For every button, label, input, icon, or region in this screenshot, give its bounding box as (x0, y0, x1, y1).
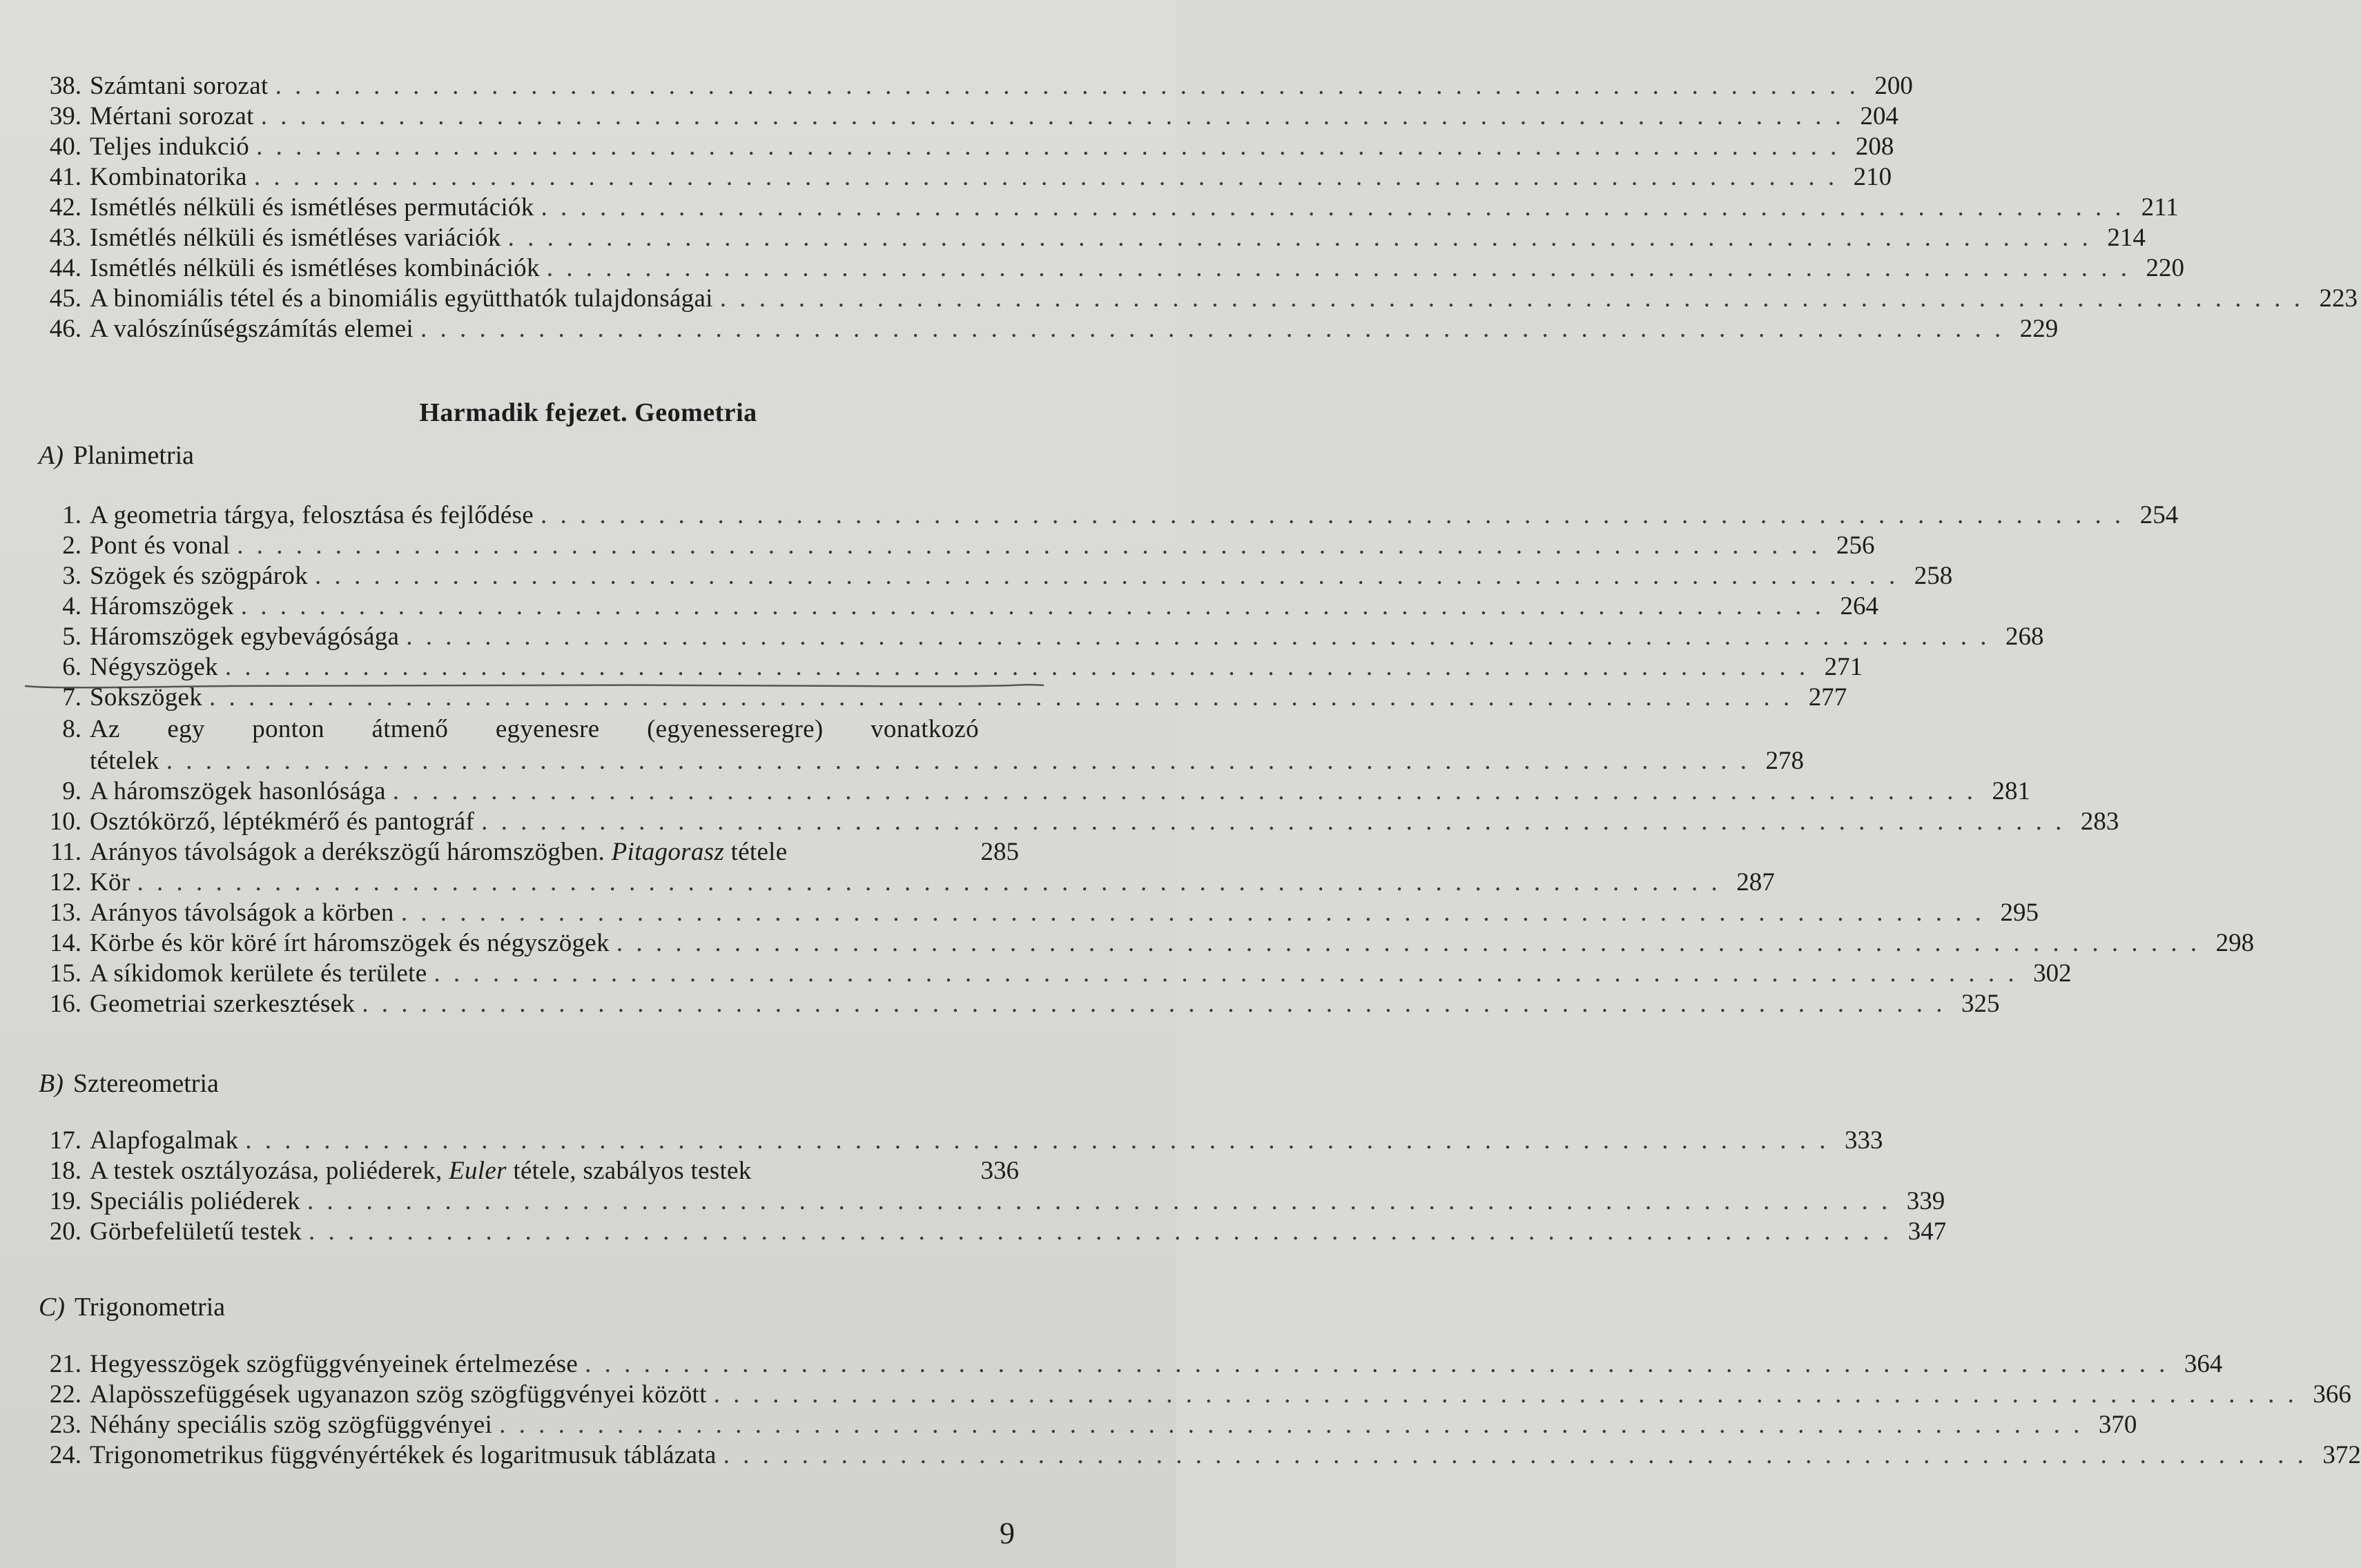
toc-entry (39, 1440, 2361, 1471)
title-word: átmenő (371, 715, 449, 743)
section-letter: A) (39, 441, 64, 470)
dot-leader: . . . . . . . . . . . . . . . . . . . . . . . . . . . . . . . . . . . . . . . . . . . . . . . . . . . . . . . . . . . . . . . . . . . . . . . . . . . . . . . . . (719, 284, 2304, 313)
entry-number: 11. (50, 838, 81, 866)
entry-page: 278 (1765, 747, 1804, 775)
entry-number: 18. (49, 1157, 81, 1185)
entry-title-line2: tételek (90, 747, 159, 775)
toc-entry (39, 530, 1875, 562)
dot-leader: . . . . . . . . . . . . . . . . . . . . . . . . . . . . . . . . . . . . . . . . . . . . . . . . . . . . . . . . . . . . . . . . . . . . . . . . . . . . . . . . . (315, 562, 1899, 590)
title-word: (egyenesseregre) (647, 715, 824, 743)
toc-entry (39, 867, 1775, 899)
entry-title: Szögek és szögpárok (90, 562, 309, 590)
entry-title: Háromszögek (90, 592, 234, 620)
entry-page: 264 (1840, 592, 1879, 620)
title-part: Arányos távolságok a derékszögű háromszögben. (90, 838, 612, 866)
toc-entry (39, 283, 2358, 315)
entry-page: 339 (1906, 1187, 1945, 1215)
entry-number: 20. (49, 1217, 81, 1246)
entry-title: Ismétlés nélküli és ismétléses variációk (90, 224, 501, 252)
title-word: egy (167, 715, 205, 743)
toc-entry (39, 836, 1019, 868)
entry-number: 24. (49, 1441, 81, 1469)
entry-number: 44. (49, 254, 81, 282)
toc-entry (39, 313, 2059, 345)
entry-page: 208 (1855, 133, 1894, 161)
entry-page: 325 (1961, 990, 2000, 1018)
entry-number: 45. (49, 284, 81, 313)
dot-leader: . . . . . . . . . . . . . . . . . . . . . . . . . . . . . . . . . . . . . . . . . . . . . . . . . . . . . . . . . . . . . . . . . . . . . . . . . . . . . . . . . (406, 623, 1990, 651)
entry-page: 372 (2322, 1441, 2361, 1469)
dot-leader: . . . . . . . . . . . . . . . . . . . . . . . . . . . . . . . . . . . . . . . . . . . . . . . . . . . . . . . . . . . . . . . . . . . . . . . . . . . . . . . . . (309, 1217, 1893, 1246)
dot-leader: . . . . . . . . . . . . . . . . . . . . . . . . . . . . . . . . . . . . . . . . . . . . . . . . . . . . . . . . . . . . . . . . . . . . . . . . . . . . . . . . . (237, 531, 1821, 560)
entry-title-line1 (90, 714, 979, 745)
entry-page: 200 (1874, 72, 1913, 100)
entry-number: 17. (49, 1126, 81, 1155)
dot-leader: . . . . . . . . . . . . . . . . . . . . . . . . . . . . . . . . . . . . . . . . . . . . . . . . . . . . . . . . . . . . . . . . . . . . . . . . . . . . . . . . . (256, 133, 1840, 161)
toc-entry (39, 560, 1953, 592)
entry-title: Háromszögek egybevágósága (90, 623, 400, 651)
toc-entry (39, 651, 1863, 683)
entry-title: A binomiális tétel és a binomiális együtthatók tulajdonságai (90, 284, 713, 313)
title-italic-name: Euler (449, 1157, 507, 1185)
toc-entry (39, 928, 2255, 959)
entry-page: 220 (2146, 254, 2185, 282)
toc-entry (39, 1349, 2223, 1380)
entry-page: 277 (1808, 683, 1847, 712)
toc-entry (39, 1379, 2351, 1411)
dot-leader: . . . . . . . . . . . . . . . . . . . . . . . . . . . . . . . . . . . . . . . . . . . . . . . . . . . . . . . . . . . . . . . . . . . . . . . . . . . . . . . . . (481, 807, 2066, 836)
dot-leader: . . . . . . . . . . . . . . . . . . . . . . . . . . . . . . . . . . . . . . . . . . . . . . . . . . . . . . . . . . . . . . . . . . . . . . . . . . . . . . . . . (362, 990, 1946, 1018)
dot-leader: . . . . . . . . . . . . . . . . . . . . . . . . . . . . . . . . . . . . . . . . . . . . . . . . . . . . . . . . . . . . . . . . . . . . . . . . . . . . . . . . . (585, 1350, 2169, 1378)
toc-entry (39, 1216, 1947, 1248)
entry-page: 285 (980, 838, 1019, 866)
entry-number: 16. (49, 990, 81, 1018)
entry-title (90, 836, 787, 868)
dot-leader: . . . . . . . . . . . . . . . . . . . . . . . . . . . . . . . . . . . . . . . . . . . . . . . . . . . . . . . . . . . . . . . . . . . . . . . . . . . . . . . . . (137, 868, 1721, 896)
title-italic-name: Pitagorasz (611, 838, 725, 866)
entry-title: Hegyesszögek szögfüggvényeinek értelmezése (90, 1350, 579, 1378)
entry-number: 43. (49, 224, 81, 252)
entry-page: 333 (1845, 1126, 1883, 1155)
entry-title (90, 1155, 752, 1187)
toc-entry (39, 500, 2179, 531)
section-name: Sztereometria (72, 1069, 219, 1098)
title-word: ponton (252, 715, 324, 743)
entry-page: 258 (1914, 562, 1953, 590)
toc-entry (39, 161, 1892, 193)
toc-entry (39, 897, 2039, 929)
entry-page: 364 (2184, 1350, 2223, 1378)
dot-leader: . . . . . . . . . . . . . . . . . . . . . . . . . . . . . . . . . . . . . . . . . . . . . . . . . . . . . . . . . . . . . . . . . . . . . . . . . . . . . . . . . (209, 683, 1794, 712)
dot-leader: . . . . . . . . . . . . . . . . . . . . . . . . . . . . . . . . . . . . . . . . . . . . . . . . . . . . . . . . . . . . . . . . . . . . . . . . . . . . . . . . . (616, 929, 2201, 957)
entry-number: 22. (49, 1380, 81, 1409)
toc-entry (39, 222, 2146, 254)
entry-page: 223 (2319, 284, 2358, 313)
toc-entry (39, 101, 1898, 133)
toc-entry (39, 806, 2119, 838)
entry-number: 2. (62, 531, 81, 560)
entry-page: 204 (1860, 102, 1898, 130)
toc-entry (39, 70, 1913, 102)
toc-entry (39, 958, 2072, 990)
entry-title: Osztókörző, léptékmérő és pantográf (90, 807, 475, 836)
entry-page: 283 (2080, 807, 2119, 836)
entry-number: 10. (49, 807, 81, 836)
toc-entry (39, 988, 2000, 1020)
toc-entry (39, 682, 1847, 714)
dot-leader: . . . . . . . . . . . . . . . . . . . . . . . . . . . . . . . . . . . . . . . . . . . . . . . . . . . . . . . . . . . . . . . . . . . . . . . . . . . . . . . . . (499, 1411, 2083, 1439)
section-heading-trigonometria (39, 1292, 225, 1322)
entry-title: Ismétlés nélküli és ismétléses kombinációk (90, 254, 540, 282)
entry-page: 295 (2000, 899, 2039, 927)
entry-page: 298 (2215, 929, 2255, 957)
entry-title: Kör (90, 868, 130, 896)
entry-number: 9. (62, 777, 81, 805)
dot-leader: . . . . . . . . . . . . . . . . . . . . . . . . . . . . . . . . . . . . . . . . . . . . . . . . . . . . . . . . . . . . . . . . . . . . . . . . . . . . . . . . . (275, 72, 1859, 100)
page-number: 9 (1000, 1516, 1015, 1550)
entry-number: 46. (49, 315, 81, 343)
toc-entry (39, 131, 1894, 163)
title-word: vonatkozó (871, 715, 979, 743)
dot-leader: . . . . . . . . . . . . . . . . . . . . . . . . . . . . . . . . . . . . . . . . . . . . . . . . . . . . . . . . . . . . . . . . . . . . . . . . . . . . . . . . . (260, 102, 1845, 130)
toc-entry (39, 776, 2031, 807)
entry-number: 40. (49, 133, 81, 161)
entry-title: Görbefelületű testek (90, 1217, 302, 1246)
dot-leader: . . . . . . . . . . . . . . . . . . . . . . . . . . . . . . . . . . . . . . . . . . . . . . . . . . . . . . . . . . . . . . . . . . . . . . . . . . . . . . . . . (434, 959, 2018, 988)
entry-title: Trigonometrikus függvényértékek és logaritmusuk táblázata (90, 1441, 717, 1469)
entry-title: Teljes indukció (90, 133, 250, 161)
dot-leader: . . . . . . . . . . . . . . . . . . . . . . . . . . . . . . . . . . . . . . . . . . . . . . . . . . . . . . . . . . . . . . . . . . . . . . . . . . . . . . . . . (541, 501, 2125, 529)
entry-title: Sokszögek (90, 683, 203, 712)
entry-number: 38. (49, 72, 81, 100)
entry-title: Arányos távolságok a körben (90, 899, 394, 927)
section-heading-sztereometria (39, 1068, 219, 1099)
entry-number: 14. (49, 929, 81, 957)
entry-number: 41. (49, 163, 81, 191)
toc-entry (39, 253, 2185, 284)
entry-title: Kombinatorika (90, 163, 247, 191)
entry-page: 336 (980, 1157, 1019, 1185)
entry-number: 39. (49, 102, 81, 130)
entry-title: Ismétlés nélküli és ismétléses permutációk (90, 193, 534, 222)
title-part: tétele (724, 838, 788, 866)
dot-leader: . . . . . . . . . . . . . . . . . . . . . . . . . . . . . . . . . . . . . . . . . . . . . . . . . . . . . . . . . . . . . . . . . . . . . . . . . . . . . . . . . (541, 193, 2125, 222)
entry-page: 287 (1736, 868, 1775, 896)
dot-leader: . . . . . . . . . . . . . . . . . . . . . . . . . . . . . . . . . . . . . . . . . . . . . . . . . . . . . . . . . . . . . . . . . . . . . . . . . . . . . . . . . (400, 899, 1985, 927)
entry-page: 214 (2107, 224, 2146, 252)
dot-leader: . . . . . . . . . . . . . . . . . . . . . . . . . . . . . . . . . . . . . . . . . . . . . . . . . . . . . . . . . . . . . . . . . . . . . . . . . . . . . . . . . (723, 1441, 2307, 1469)
entry-page: 229 (2019, 315, 2059, 343)
entry-number: 13. (49, 899, 81, 927)
title-part: tétele, szabályos testek (506, 1157, 752, 1185)
dot-leader: . . . . . . . . . . . . . . . . . . . . . . . . . . . . . . . . . . . . . . . . . . . . . . . . . . . . . . . . . . . . . . . . . . . . . . . . . . . . . . . . . (392, 777, 1977, 805)
entry-page: 254 (2139, 501, 2179, 529)
toc-entry (39, 1125, 1883, 1157)
entry-page: 256 (1836, 531, 1875, 560)
section-name: Trigonometria (75, 1293, 226, 1322)
entry-number: 15. (49, 959, 81, 988)
dot-leader: . . . . . . . . . . . . . . . . . . . . . . . . . . . . . . . . . . . . . . . . . . . . . . . . . . . . . . . . . . . . . . . . . . . . . . . . . . . . . . . . . (245, 1126, 1829, 1155)
entry-title: Geometriai szerkesztések (90, 990, 356, 1018)
entry-page: 370 (2098, 1411, 2137, 1439)
dot-leader: . . . . . . . . . . . . . . . . . . . . . . . . . . . . . . . . . . . . . . . . . . . . . . . . . . . . . . . . . . . . . . . . . . . . . . . . . . . . . . . . . (240, 592, 1825, 620)
entry-title: Számtani sorozat (90, 72, 269, 100)
entry-number: 19. (49, 1187, 81, 1215)
entry-title: A háromszögek hasonlósága (90, 777, 386, 805)
toc-entry (39, 621, 2044, 653)
entry-page: 281 (1992, 777, 2031, 805)
entry-number: 7. (62, 683, 81, 712)
section-letter: C) (39, 1293, 65, 1322)
entry-title: A síkidomok kerülete és területe (90, 959, 427, 988)
dot-leader: . . . . . . . . . . . . . . . . . . . . . . . . . . . . . . . . . . . . . . . . . . . . . . . . . . . . . . . . . . . . . . . . . . . . . . . . . . . . . . . . . (507, 224, 2092, 252)
entry-title: Pont és vonal (90, 531, 231, 560)
entry-number: 1. (62, 501, 81, 529)
entry-number: 3. (62, 562, 81, 590)
dot-leader: . . . . . . . . . . . . . . . . . . . . . . . . . . . . . . . . . . . . . . . . . . . . . . . . . . . . . . . . . . . . . . . . . . . . . . . . . . . . . . . . . (166, 747, 1750, 775)
section-name: Planimetria (72, 441, 195, 470)
dot-leader: . . . . . . . . . . . . . . . . . . . . . . . . . . . . . . . . . . . . . . . . . . . . . . . . . . . . . . . . . . . . . . . . . . . . . . . . . . . . . . . . . (253, 163, 1838, 191)
toc-entry (39, 1409, 2137, 1441)
dot-leader: . . . . . . . . . . . . . . . . . . . . . . . . . . . . . . . . . . . . . . . . . . . . . . . . . . . . . . . . . . . . . . . . . . . . . . . . . . . . . . . . . (546, 254, 2131, 282)
entry-number: 8. (62, 715, 81, 743)
entry-title: Alapösszefüggések ugyanazon szög szögfüggvényei között (90, 1380, 707, 1409)
dot-leader: . . . . . . . . . . . . . . . . . . . . . . . . . . . . . . . . . . . . . . . . . . . . . . . . . . . . . . . . . . . . . . . . . . . . . . . . . . . . . . . . . (224, 653, 1809, 681)
entry-page: 271 (1824, 653, 1863, 681)
entry-page: 210 (1853, 163, 1892, 191)
section-heading-planimetria (39, 440, 194, 471)
entry-number: 12. (49, 868, 81, 896)
entry-number: 21. (49, 1350, 81, 1378)
entry-page: 302 (2033, 959, 2072, 988)
dot-leader: . . . . . . . . . . . . . . . . . . . . . . . . . . . . . . . . . . . . . . . . . . . . . . . . . . . . . . . . . . . . . . . . . . . . . . . . . . . . . . . . . (713, 1380, 2297, 1409)
entry-number: 6. (62, 653, 81, 681)
entry-page: 211 (2141, 193, 2179, 222)
entry-number: 23. (49, 1411, 81, 1439)
entry-title: Mértani sorozat (90, 102, 254, 130)
dot-leader: . . . . . . . . . . . . . . . . . . . . . . . . . . . . . . . . . . . . . . . . . . . . . . . . . . . . . . . . . . . . . . . . . . . . . . . . . . . . . . . . . (420, 315, 2005, 343)
toc-entry (39, 591, 1879, 623)
entry-title: Körbe és kör köré írt háromszögek és négyszögek (90, 929, 610, 957)
entry-title: A geometria tárgya, felosztása és fejlődése (90, 501, 534, 529)
entry-title: Speciális poliéderek (90, 1187, 300, 1215)
entry-title: A valószínűségszámítás elemei (90, 315, 414, 343)
title-part: A testek osztályozása, poliéderek, (90, 1157, 449, 1185)
entry-page: 268 (2005, 623, 2044, 651)
entry-page: 347 (1907, 1217, 1947, 1246)
entry-title: Alapfogalmak (90, 1126, 239, 1155)
entry-number: 42. (49, 193, 81, 222)
section-letter: B) (39, 1069, 64, 1098)
chapter-heading: Harmadik fejezet. Geometria (419, 398, 757, 427)
entry-title: Néhány speciális szög szögfüggvényei (90, 1411, 493, 1439)
entry-number: 4. (62, 592, 81, 620)
toc-entry (39, 1186, 1945, 1217)
entry-title: Négyszögek (90, 653, 218, 681)
title-word: egyenesre (495, 715, 600, 743)
title-word: Az (90, 715, 120, 743)
entry-number: 5. (62, 623, 81, 651)
toc-entry (39, 192, 2179, 224)
toc-entry-multiline (39, 714, 1804, 777)
entry-page: 366 (2313, 1380, 2351, 1409)
toc-entry (39, 1155, 1019, 1187)
dot-leader: . . . . . . . . . . . . . . . . . . . . . . . . . . . . . . . . . . . . . . . . . . . . . . . . . . . . . . . . . . . . . . . . . . . . . . . . . . . . . . . . . (307, 1187, 1892, 1215)
